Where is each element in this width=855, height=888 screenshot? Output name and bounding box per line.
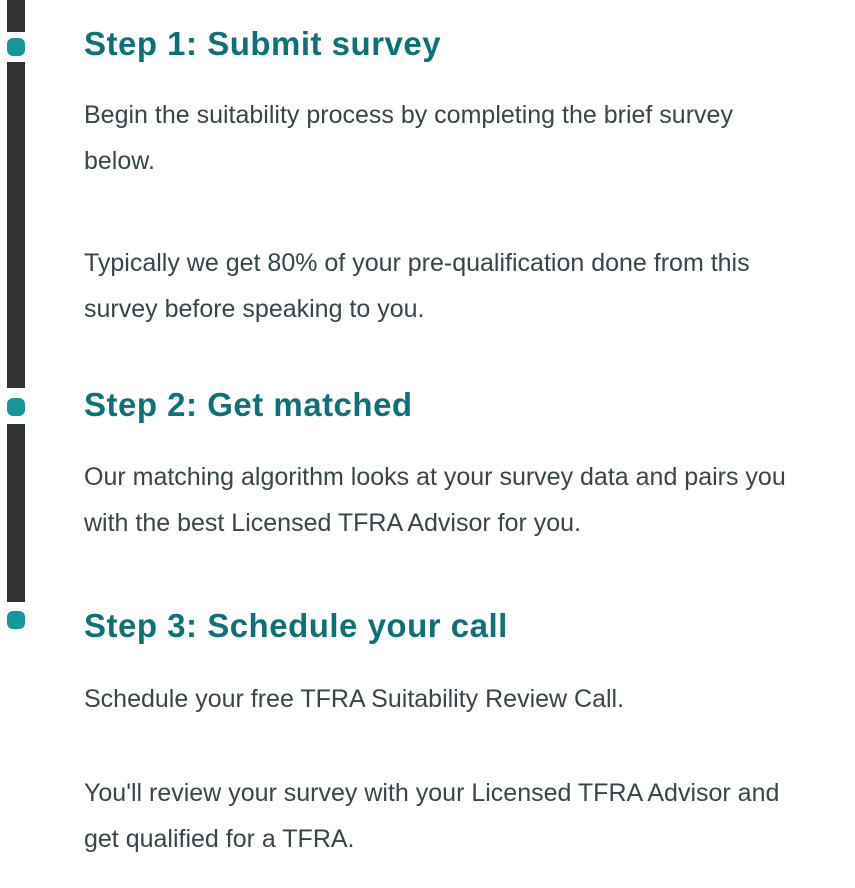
step-1-marker-icon xyxy=(7,38,25,56)
step-1-paragraph: Typically we get 80% of your pre-qualification done from this survey before speaking to you. xyxy=(84,249,750,323)
step-2-marker-icon xyxy=(7,398,25,416)
step-1-paragraph: Begin the suitability process by completing the brief survey below. xyxy=(84,101,733,175)
timeline-bar-segment xyxy=(7,0,25,32)
step-3-title: Step 3: Schedule your call xyxy=(84,607,508,644)
timeline-bar-segment xyxy=(7,424,25,602)
step-2-title: Step 2: Get matched xyxy=(84,386,413,423)
step-1-title: Step 1: Submit survey xyxy=(84,25,442,62)
step-3-marker-icon xyxy=(7,611,25,629)
step-2-paragraph: Our matching algorithm looks at your survey data and pairs you with the best Licensed TFRA Advisor for you. xyxy=(84,463,786,537)
timeline-bar-segment xyxy=(7,62,25,388)
steps-timeline xyxy=(7,0,25,888)
step-3-paragraph: Schedule your free TFRA Suitability Review Call. xyxy=(84,685,625,713)
step-3-paragraph: You'll review your survey with your Licensed TFRA Advisor and get qualified for a TFRA. xyxy=(84,779,780,853)
steps-content xyxy=(84,0,844,862)
